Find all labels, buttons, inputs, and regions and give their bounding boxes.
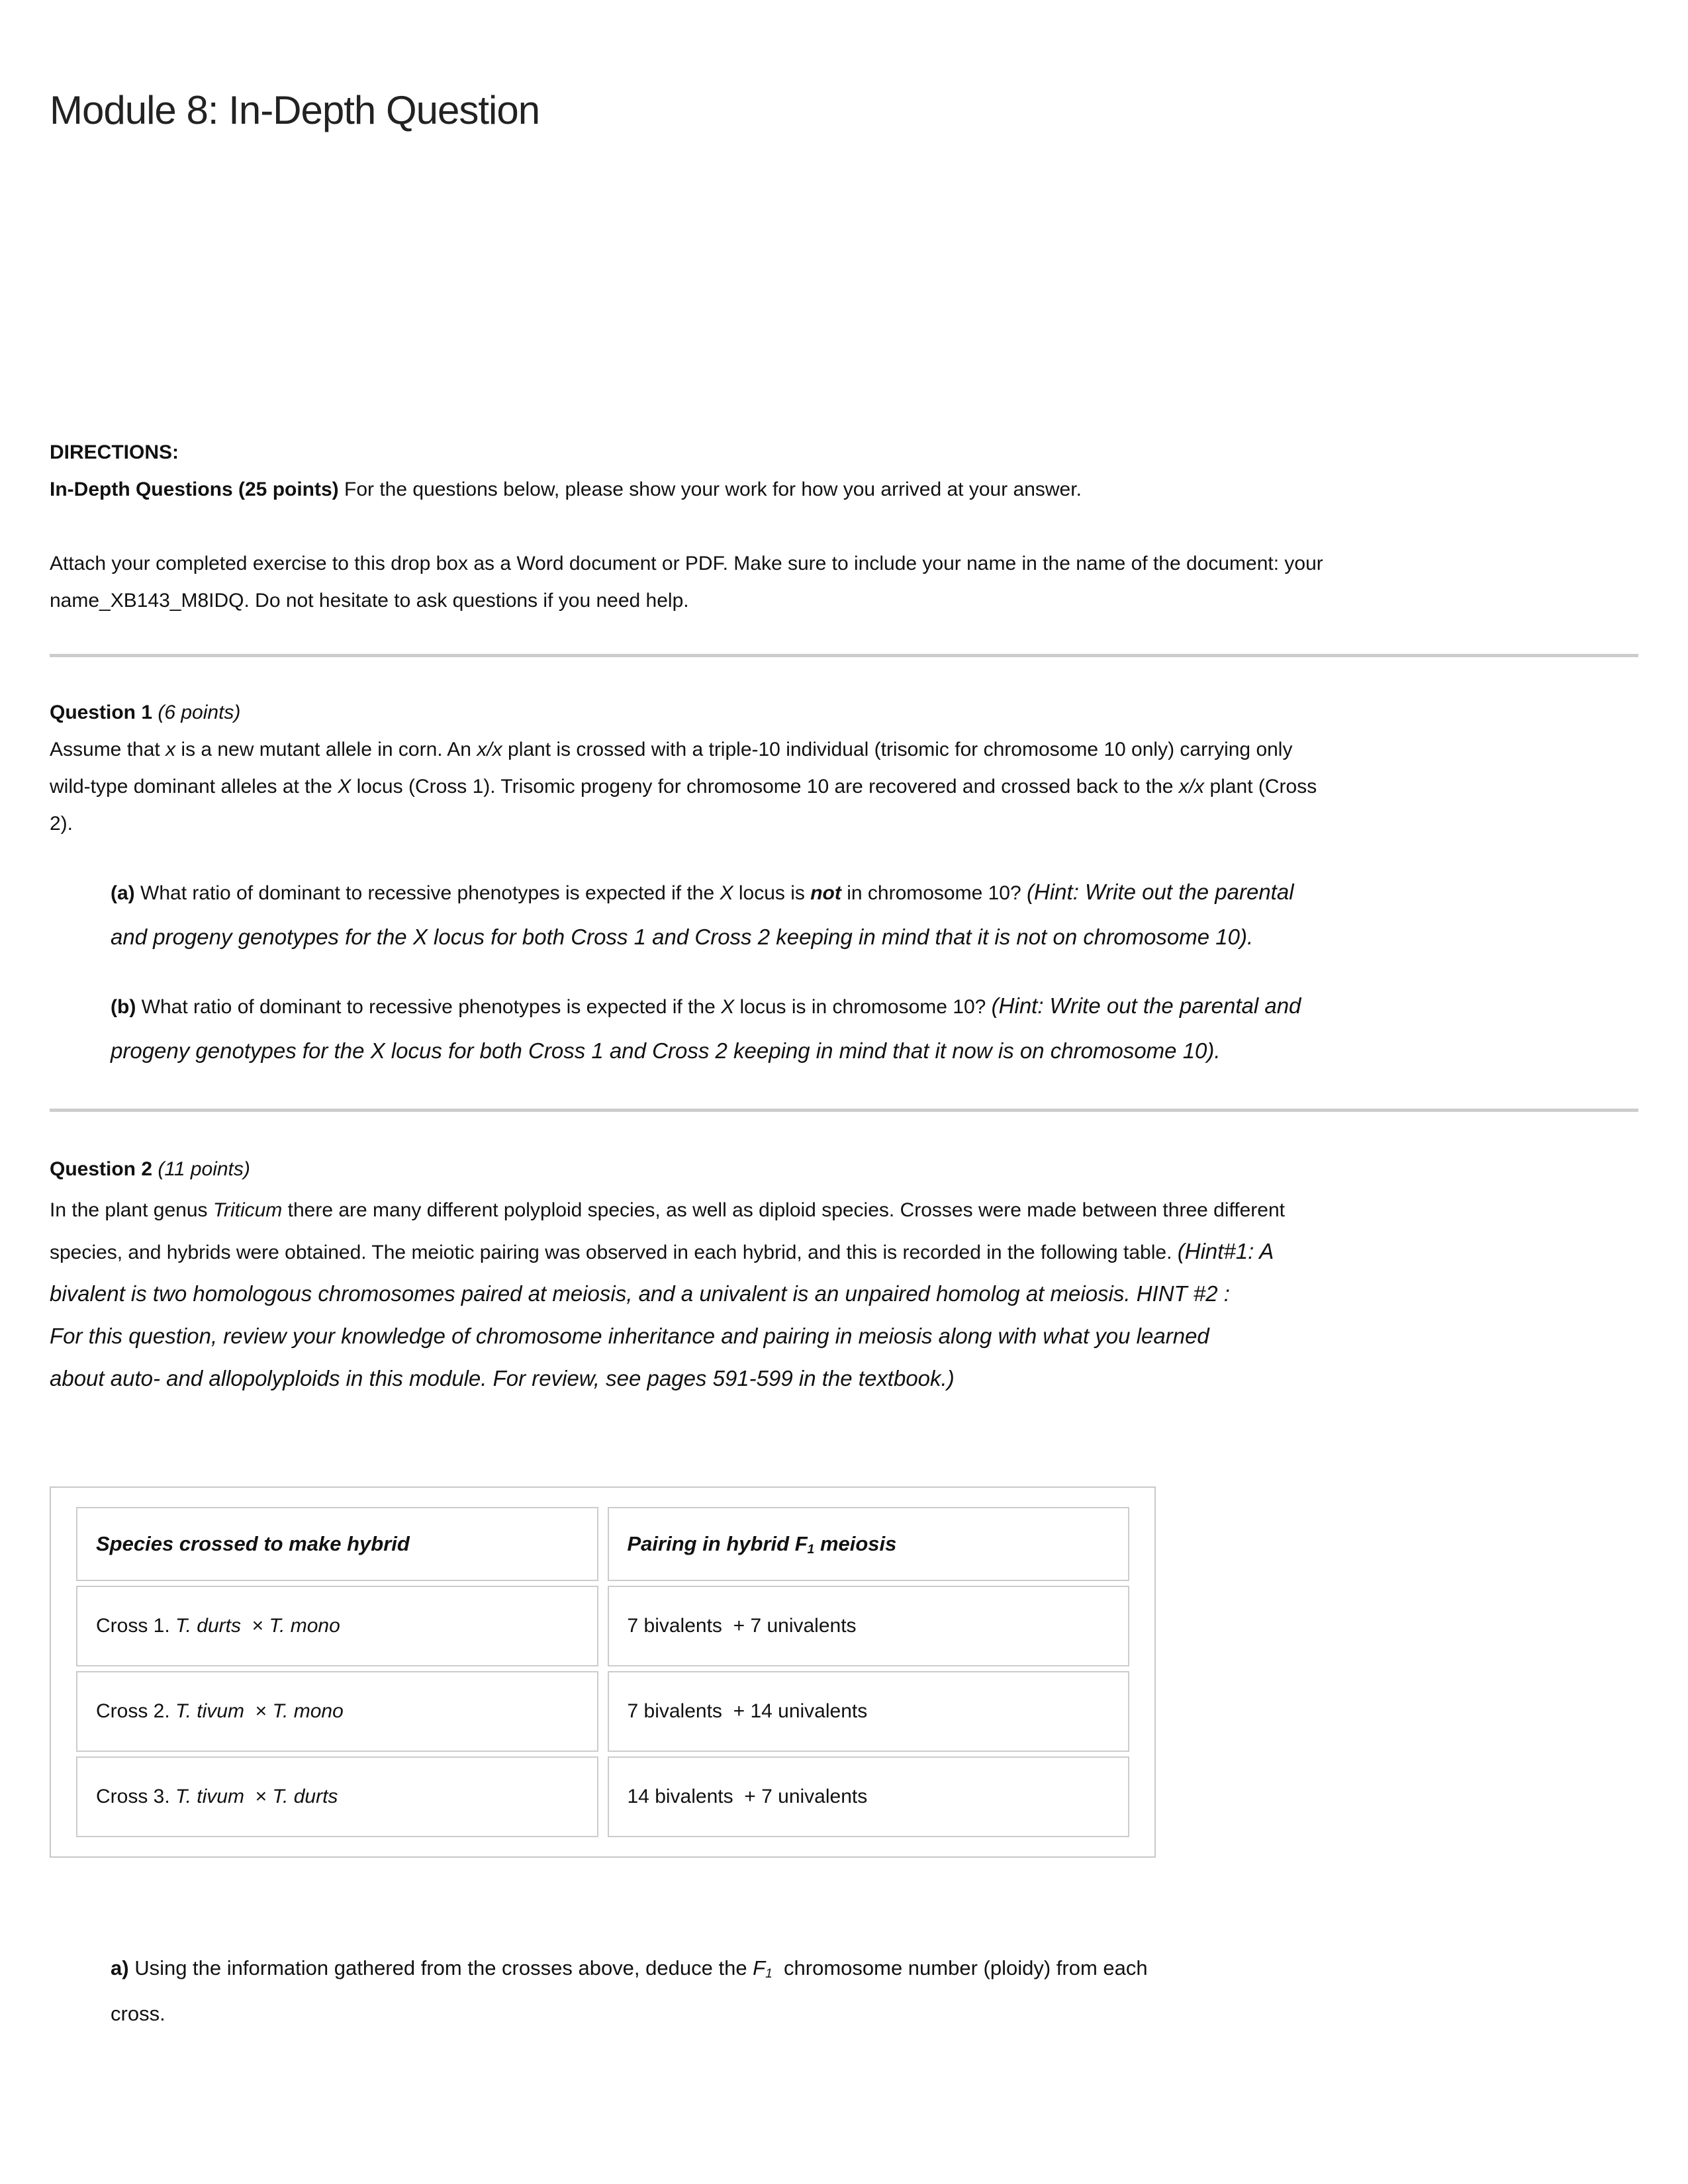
document-content (0, 85, 1688, 2035)
question1-heading: Question 1 (6 points) (50, 702, 241, 723)
attach-line-1: Attach your completed exercise to this drop box as a Word document or PDF. Make sure to include your name in the name of the document: your (50, 553, 1323, 574)
q1-intro-line-1: Assume that x is a new mutant allele in corn. An x/x plant is crossed with a triple-10 individual (trisomic for chromosome 10 only) carrying only (50, 739, 1293, 760)
cross-1-pairing-cell: 7 bivalents + 7 univalents (608, 1586, 1130, 1666)
table-header-pairing: Pairing in hybrid F1 meiosis (608, 1507, 1130, 1581)
directions-section (50, 434, 1638, 508)
attach-instructions (50, 545, 1638, 619)
question1-part-a (50, 870, 1638, 960)
crosses-table (67, 1502, 1139, 1842)
q2a-line-1: a) Using the information gathered from the crosses above, deduce the F1 chromosome number (ploidy) from each (111, 1956, 1148, 1981)
q1-part-a-line-1: (a) What ratio of dominant to recessive phenotypes is expected if the X locus is not in chromosome 10? (Hint: Write out the parental (111, 880, 1294, 904)
table-row-cross-2 (76, 1671, 1129, 1752)
q2a-line-2: cross. (111, 2002, 165, 2025)
q1-intro-line-2: wild-type dominant alleles at the X locus (Cross 1). Trisomic progeny for chromosome 10 are recovered and crossed back to the x/x plant (Cross (50, 776, 1317, 797)
q1-part-b-line-1: (b) What ratio of dominant to recessive phenotypes is expected if the X locus is in chromosome 10? (Hint: Write out the parental and (111, 993, 1301, 1018)
table-header-species: Species crossed to make hybrid (76, 1507, 598, 1581)
question2-heading: Question 2 (11 points) (50, 1158, 250, 1180)
question2-section (50, 1149, 1638, 1400)
section-divider-2 (50, 1109, 1638, 1112)
q1-intro-line-3: 2). (50, 813, 73, 835)
attach-line-2: name_XB143_M8IDQ. Do not hesitate to ask questions if you need help. (50, 590, 689, 612)
crosses-table-container (50, 1486, 1156, 1858)
section-divider-1 (50, 654, 1638, 657)
page-title: Module 8: In-Depth Question (50, 88, 540, 132)
question1-section (50, 694, 1638, 842)
q1-part-a-line-2: and progeny genotypes for the X locus for both Cross 1 and Cross 2 keeping in mind that it is not on chromosome 10). (111, 925, 1254, 949)
directions-intro-line: In-Depth Questions (25 points) For the questions below, please show your work for how you arrived at your answer. (50, 478, 1082, 500)
question2-part-a (50, 1947, 1638, 2035)
cross-3-species-cell: Cross 3. T. tivum × T. durts (76, 1756, 598, 1837)
q2-intro-line-4: For this question, review your knowledge of chromosome inheritance and pairing in meiosis along with what you learned (50, 1324, 1209, 1348)
q2-intro-line-2: species, and hybrids were obtained. The meiotic pairing was observed in each hybrid, and this is recorded in the following table. (Hint#1: A (50, 1239, 1274, 1263)
q2-intro-line-5: about auto- and allopolyploids in this module. For review, see pages 591-599 in the textbook.) (50, 1366, 955, 1390)
cross-3-pairing-cell: 14 bivalents + 7 univalents (608, 1756, 1130, 1837)
q2-intro-line-3: bivalent is two homologous chromosomes paired at meiosis, and a univalent is an unpaired homolog at meiosis. HINT #2 : (50, 1281, 1230, 1306)
q2-intro-line-1: In the plant genus Triticum there are many different polyploid species, as well as diploid species. Crosses were made between three different (50, 1199, 1286, 1221)
table-header-row (76, 1507, 1129, 1581)
cross-2-pairing-cell: 7 bivalents + 14 univalents (608, 1671, 1130, 1752)
cross-1-species-cell: Cross 1. T. durts × T. mono (76, 1586, 598, 1666)
directions-heading: DIRECTIONS: (50, 441, 179, 463)
table-row-cross-3 (76, 1756, 1129, 1837)
table-row-cross-1 (76, 1586, 1129, 1666)
cross-2-species-cell: Cross 2. T. tivum × T. mono (76, 1671, 598, 1752)
question1-part-b (50, 984, 1638, 1074)
q1-part-b-line-2: progeny genotypes for the X locus for both Cross 1 and Cross 2 keeping in mind that it now is on chromosome 10). (111, 1038, 1221, 1063)
